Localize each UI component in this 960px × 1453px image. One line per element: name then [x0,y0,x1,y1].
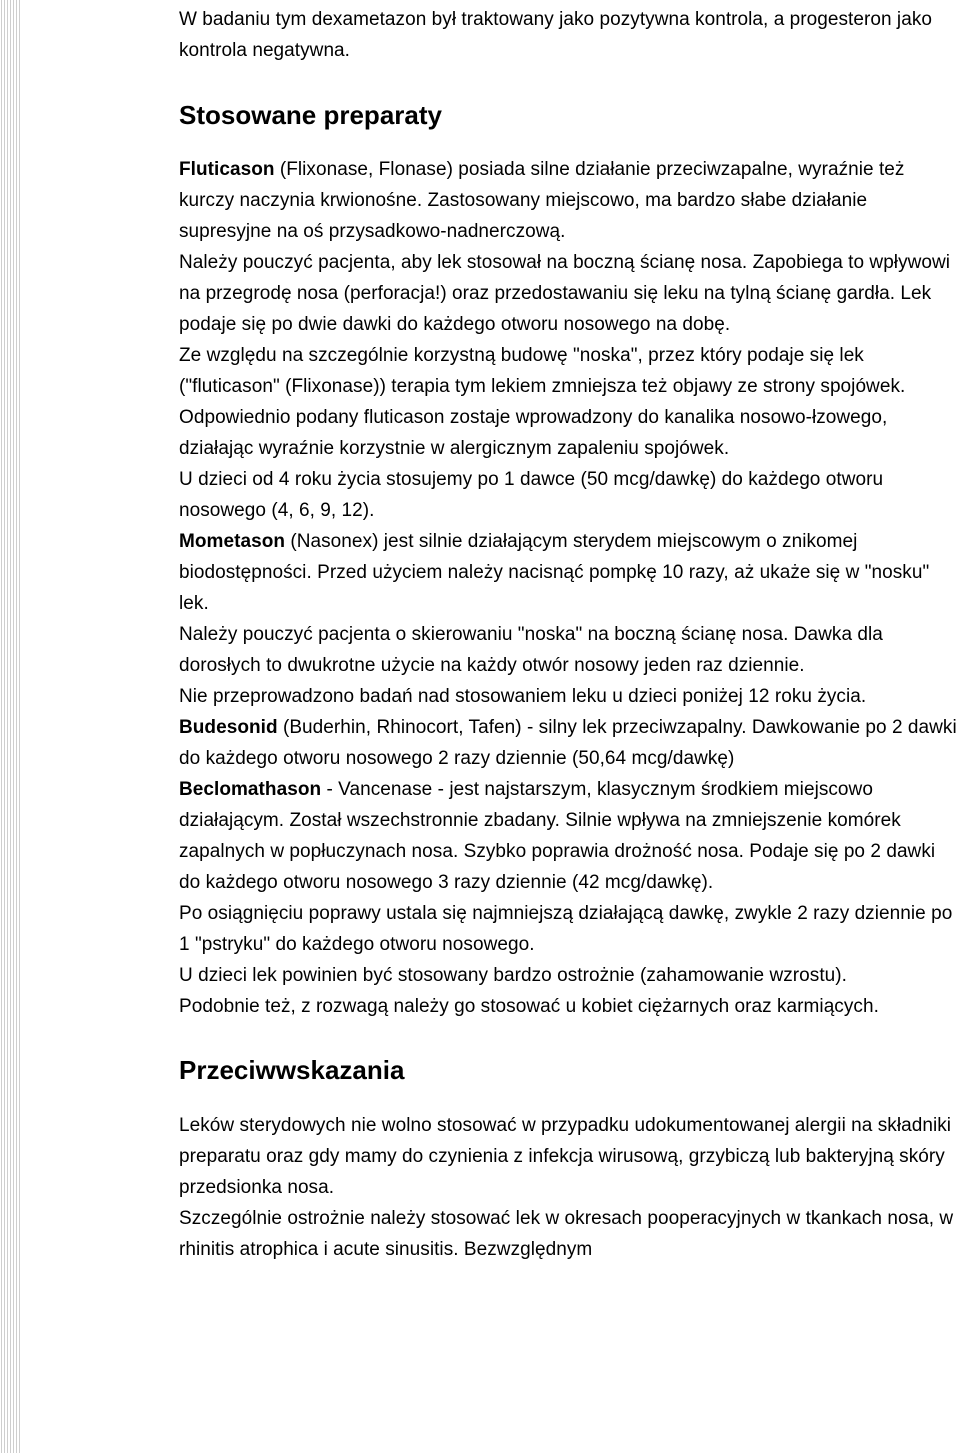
drug-name-beclomathason: Beclomathason [179,779,322,800]
beclomathason-paragraph-4: Podobnie też, z rozwagą należy go stosować u kobiet ciężarnych oraz karmiących. [179,996,879,1017]
beclomathason-paragraph-3: U dzieci lek powinien być stosowany bardzo ostrożnie (zahamowanie wzrostu). [179,965,847,986]
fluticason-paragraph-1 [179,154,959,247]
mometason-paragraph-2: Należy pouczyć pacjenta o skierowaniu "noska" na boczną ścianę nosa. Dawka dla dorosłych to dwukrotne użycie na każdy otwór nosowy jeden raz dziennie. [179,624,883,676]
fluticason-paragraph-2: Należy pouczyć pacjenta, aby lek stosował na boczną ścianę nosa. Zapobiega to wpływowi na przegrodę nosa (perforacja!) oraz przedostawaniu się leku na tylną ścianę gardła. Lek podaje się po dwie dawki do każdego otworu nosowego na dobę. [179,252,951,335]
beclomathason-description: - Vancenase - jest najstarszym, klasycznym środkiem miejscowo działającym. Został wszechstronnie zbadany. Silnie wpływa na zmniejszenie komórek zapalnych w popłuczynach nosa. Szybko poprawia drożność nosa. Podaje się po 2 dawki do każdego otworu nosowego 3 razy dziennie (42 mcg/dawkę). [179,779,936,893]
beclomathason-paragraph-2: Po osiągnięciu poprawy ustala się najmniejszą działającą dawkę, zwykle 2 razy dziennie po 1 "pstryku" do każdego otworu nosowego. [179,903,953,955]
drug-name-budesonid: Budesonid [179,717,278,738]
beclomathason-paragraph-1 [179,774,959,898]
fluticason-description: (Flixonase, Flonase) posiada silne działanie przeciwzapalne, wyraźnie też kurczy naczynia krwionośne. Zastosowany miejscowo, ma bardzo słabe działanie supresyjne na oś przysadkowo-nadnerczową. [179,159,905,242]
document-body [179,4,959,1265]
fluticason-paragraph-4: U dzieci od 4 roku życia stosujemy po 1 dawce (50 mcg/dawkę) do każdego otworu nosowego (4, 6, 9, 12). [179,469,884,521]
budesonid-paragraph [179,712,959,774]
contraindications-paragraph-1: Leków sterydowych nie wolno stosować w przypadku udokumentowanej alergii na składniki preparatu oraz gdy mamy do czynienia z infekcja wirusową, grzybiczą lub bakteryjną skóry przedsionka nosa. [179,1115,952,1198]
intro-paragraph: W badaniu tym dexametazon był traktowany jako pozytywna kontrola, a progesteron jako kontrola negatywna. [179,9,932,61]
mometason-description: (Nasonex) jest silnie działającym sterydem miejscowym o znikomej biodostępności. Przed użyciem należy nacisnąć pompkę 10 razy, aż ukaże się w "nosku" lek. [179,531,930,614]
section-heading-preparations: Stosowane preparaty [179,100,442,130]
fluticason-paragraph-3: Ze względu na szczególnie korzystną budowę "noska", przez który podaje się lek ("fluticason" (Flixonase)) terapia tym lekiem zmniejsza też objawy ze strony spojówek. Odpowiednio podany fluticason zostaje wprowadzony do kanalika nosowo-łzowego, działając wyraźnie korzystnie w alergicznym zapaleniu spojówek. [179,345,906,459]
mometason-paragraph-3: Nie przeprowadzono badań nad stosowaniem leku u dzieci poniżej 12 roku życia. [179,686,867,707]
drug-name-fluticason: Fluticason [179,159,275,180]
contraindications-paragraph-2: Szczególnie ostrożnie należy stosować lek w okresach pooperacyjnych w tkankach nosa, w rhinitis atrophica i acute sinusitis. Bezwzględnym [179,1208,954,1260]
drug-name-mometason: Mometason [179,531,286,552]
mometason-paragraph-1 [179,526,959,619]
page-edge-rule [0,0,22,1453]
budesonid-description: (Buderhin, Rhinocort, Tafen) - silny lek przeciwzapalny. Dawkowanie po 2 dawki do każdego otworu nosowego 2 razy dziennie (50,64 mcg/dawkę) [179,717,957,769]
section-heading-contraindications: Przeciwwskazania [179,1055,405,1085]
